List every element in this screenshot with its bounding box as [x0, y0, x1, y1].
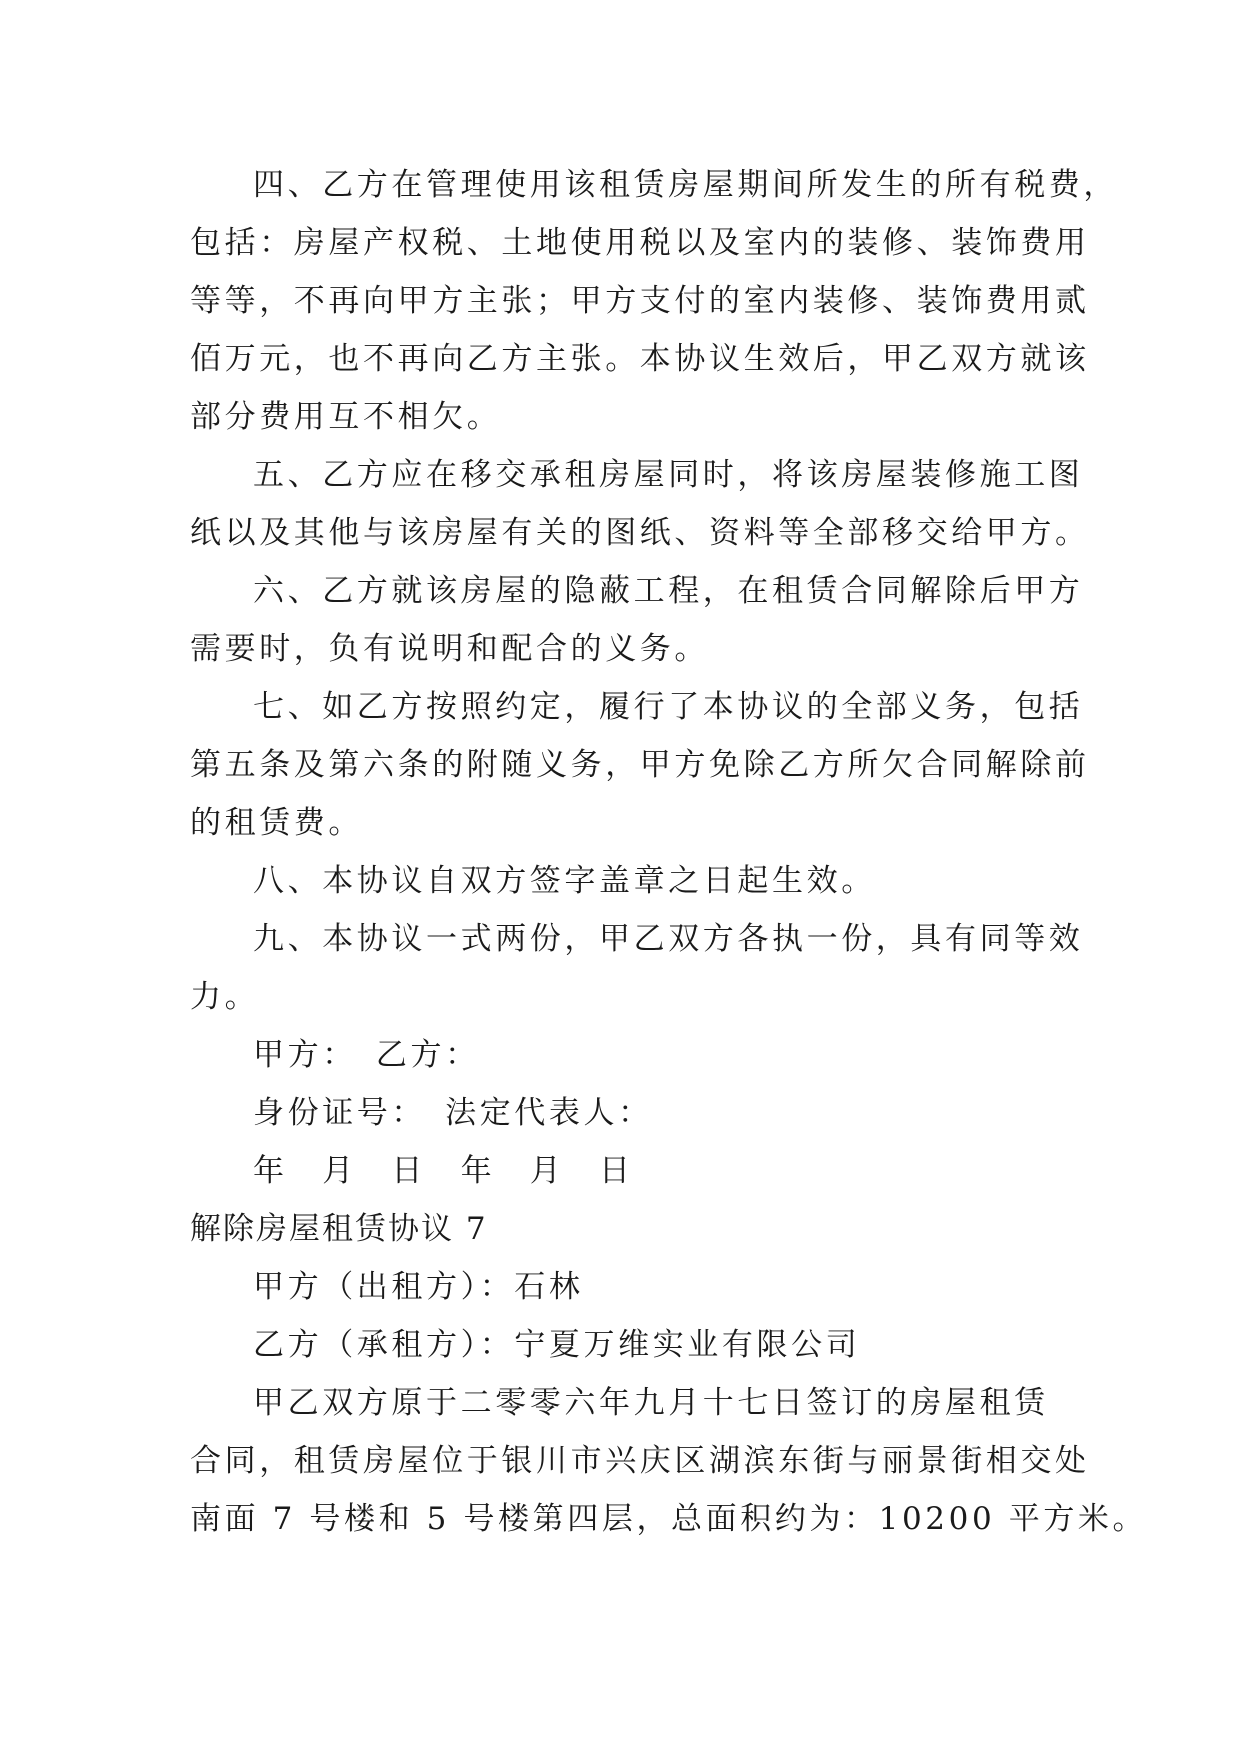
intro-line-1: 甲乙双方原于二零零六年九月十七日签订的房屋租赁 — [253, 1385, 1049, 1421]
intro-line-2: 合同，租赁房屋位于银川市兴庆区湖滨东街与丽景街相交处 — [190, 1443, 1090, 1479]
clause-4-line-4: 佰万元，也不再向乙方主张。本协议生效后，甲乙双方就该 — [190, 341, 1090, 377]
clause-6-line-2: 需要时，负有说明和配合的义务。 — [190, 631, 709, 667]
clause-4-line-3: 等等，不再向甲方主张；甲方支付的室内装修、装饰费用贰 — [190, 283, 1090, 319]
party-signature-line: 甲方： 乙方： — [253, 1037, 480, 1073]
party-b-line: 乙方（承租方）：宁夏万维实业有限公司 — [253, 1327, 861, 1363]
clause-4-line-1: 四、乙方在管理使用该租赁房屋期间所发生的所有税费， — [253, 167, 1118, 203]
clause-8-line-1: 八、本协议自双方签字盖章之日起生效。 — [253, 863, 876, 899]
clause-7-line-3: 的租赁费。 — [190, 805, 363, 841]
clause-6-line-1: 六、乙方就该房屋的隐蔽工程，在租赁合同解除后甲方 — [253, 573, 1084, 609]
clause-7-line-2: 第五条及第六条的附随义务，甲方免除乙方所欠合同解除前 — [190, 747, 1090, 783]
date-line: 年 月 日 年 月 日 — [253, 1153, 634, 1189]
clause-5-line-2: 纸以及其他与该房屋有关的图纸、资料等全部移交给甲方。 — [190, 515, 1090, 551]
agreement-title: 解除房屋租赁协议 7 — [190, 1211, 488, 1247]
party-a-line: 甲方（出租方）：石林 — [253, 1269, 584, 1305]
clause-7-line-1: 七、如乙方按照约定，履行了本协议的全部义务，包括 — [253, 689, 1084, 725]
clause-9-line-2: 力。 — [190, 979, 260, 1015]
clause-9-line-1: 九、本协议一式两份，甲乙双方各执一份，具有同等效 — [253, 921, 1084, 957]
clause-4-line-5: 部分费用互不相欠。 — [190, 399, 502, 435]
clause-4-line-2: 包括：房屋产权税、土地使用税以及室内的装修、装饰费用 — [190, 225, 1090, 261]
intro-line-3: 南面 7 号楼和 5 号楼第四层，总面积约为：10200 平方米。 — [190, 1501, 1148, 1537]
clause-5-line-1: 五、乙方应在移交承租房屋同时，将该房屋装修施工图 — [253, 457, 1084, 493]
id-representative-line: 身份证号： 法定代表人： — [253, 1095, 653, 1131]
